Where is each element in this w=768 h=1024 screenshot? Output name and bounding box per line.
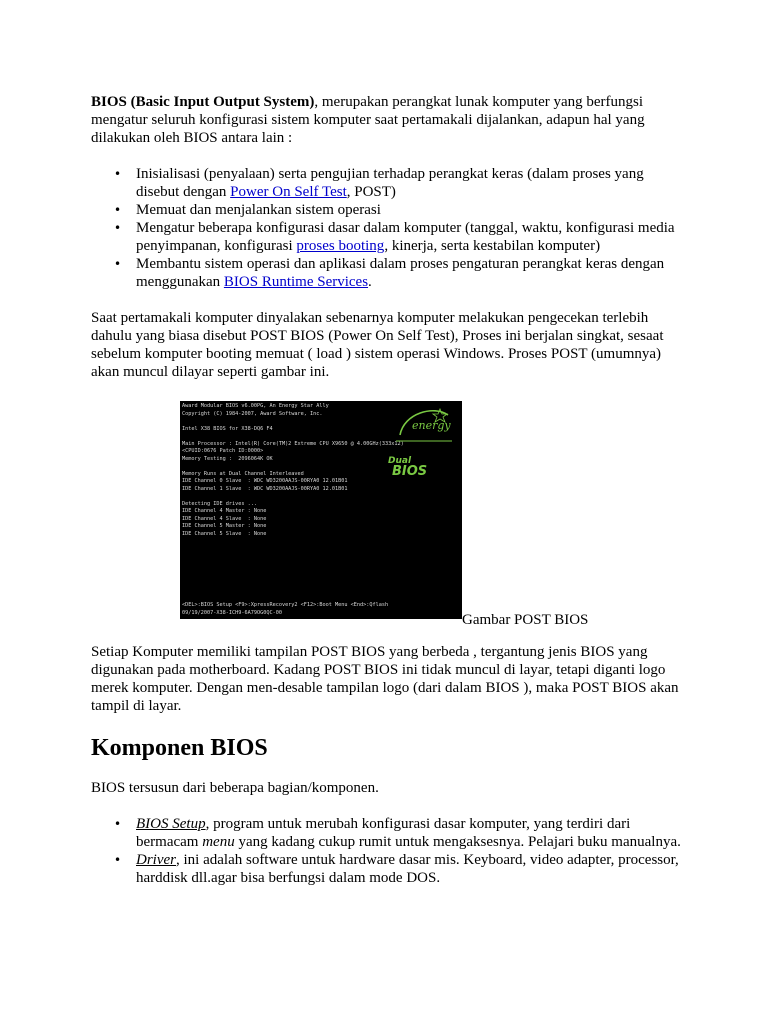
bios-screen-footer: <DEL>:BIOS Setup <F9>:XpressRecovery2 <F12>:Boot Menu <End>:Qflash 09/19/2007-X38-ICH9-6A79OG0QC-00 [182,602,389,616]
post-bios-figure [91,397,681,628]
link-bios-runtime-services[interactable]: BIOS Runtime Services [223,274,369,290]
functions-list [91,165,681,291]
list-item: • Mengatur beberapa konfigurasi dasar dalam komputer (tanggal, waktu, konfigurasi media penyimpanan, konfigurasi proses booting, kinerja, serta kestabilan komputer) [136,219,681,255]
list-item: • Membantu sistem operasi dan aplikasi dalam proses pengaturan perangkat keras dengan menggunakan BIOS Runtime Services. [136,255,681,291]
intro-text: , merupakan perangkat lunak komputer yang berfungsi mengatur seluruh konfigurasi sistem komputer saat pertamakali dijalankan, adapun hal yang dilakukan oleh BIOS antara lain : [91,94,645,146]
list-item: • Driver, ini adalah software untuk hardware dasar mis. Keyboard, video adapter, processor, harddisk dll.agar bisa berfungsi dalam mode DOS. [136,851,681,887]
post-bios-screenshot [180,401,462,619]
intro-term: BIOS (Basic Input Output System) [91,94,315,110]
list-item: • BIOS Setup, program untuk merubah konfigurasi dasar komputer, yang terdiri dari bermacam menu yang kadang cukup rumit untuk mengaksesnya. Pelajari buku manualnya. [136,815,681,851]
section-intro: BIOS tersusun dari beberapa bagian/komponen. [91,780,379,796]
list-item: • Inisialisasi (penyalaan) serta pengujian terhadap perangkat keras (dalam proses yang disebut dengan Power On Self Test, POST) [136,165,681,201]
document-body [91,93,681,887]
bios-screen-text: Award Modular BIOS v6.00PG, An Energy Star Ally Copyright (C) 1984-2007, Award Software, Inc. Intel X38 BIOS for X38-DQ6 F4 Main Processor : Intel(R) Core(TM)2 Extreme CPU X9650 @ 4.00GHz(333x12) <CPUID:0676 Patch ID:0000> Memory Testing : 2096064K OK Memory Runs at Dual Channel Interleaved IDE Channel 0 Slave : WDC WD3200AAJS-00RYA0 12.01B01 IDE Channel 1 Slave : WDC WD3200AAJS-00RYA0 12.01B01 Detecting IDE drives ... IDE Channel 4 Master : None IDE Channel 4 Slave : None IDE Channel 5 Master : None IDE Channel 5 Slave : None [182,403,404,537]
energy-star-logo [394,405,454,449]
dual-bios-logo [386,453,450,477]
link-driver[interactable]: Driver [136,852,176,868]
dual-logo-text: Dual [388,456,412,466]
bios-logo-text: BIOS [392,464,428,477]
section-heading: Komponen BIOS [91,735,268,761]
figure-caption: Gambar POST BIOS [462,612,589,628]
variation-paragraph: Setiap Komputer memiliki tampilan POST BIOS yang berbeda , tergantung jenis BIOS yang digunakan pada motherboard. Kadang POST BIOS ini tidak muncul di layar, tetapi diganti logo merek komputer. Dengan men-desable tampilan logo (dari dalam BIOS ), maka POST BIOS akan tampil di layar. [91,644,679,714]
intro-paragraph [91,93,681,147]
link-proses-booting[interactable]: proses booting [296,238,385,254]
post-paragraph: Saat pertamakali komputer dinyalakan sebenarnya komputer melakukan pengecekan terlebih dahulu yang biasa disebut POST BIOS (Power On Self Test), Proses ini berjalan singkat, sesaat sebelum komputer booting memuat ( load ) sistem operasi Windows. Proses POST (umumnya) akan muncul dilayar seperti gambar ini. [91,310,664,380]
link-bios-setup[interactable]: BIOS Setup [136,816,206,832]
energy-logo-text: energy [412,419,451,432]
list-item: • Memuat dan menjalankan sistem operasi [136,201,681,219]
link-power-on-self-test[interactable]: Power On Self Test [230,184,347,200]
components-list [91,815,681,887]
menu-emphasis: menu [202,834,235,850]
